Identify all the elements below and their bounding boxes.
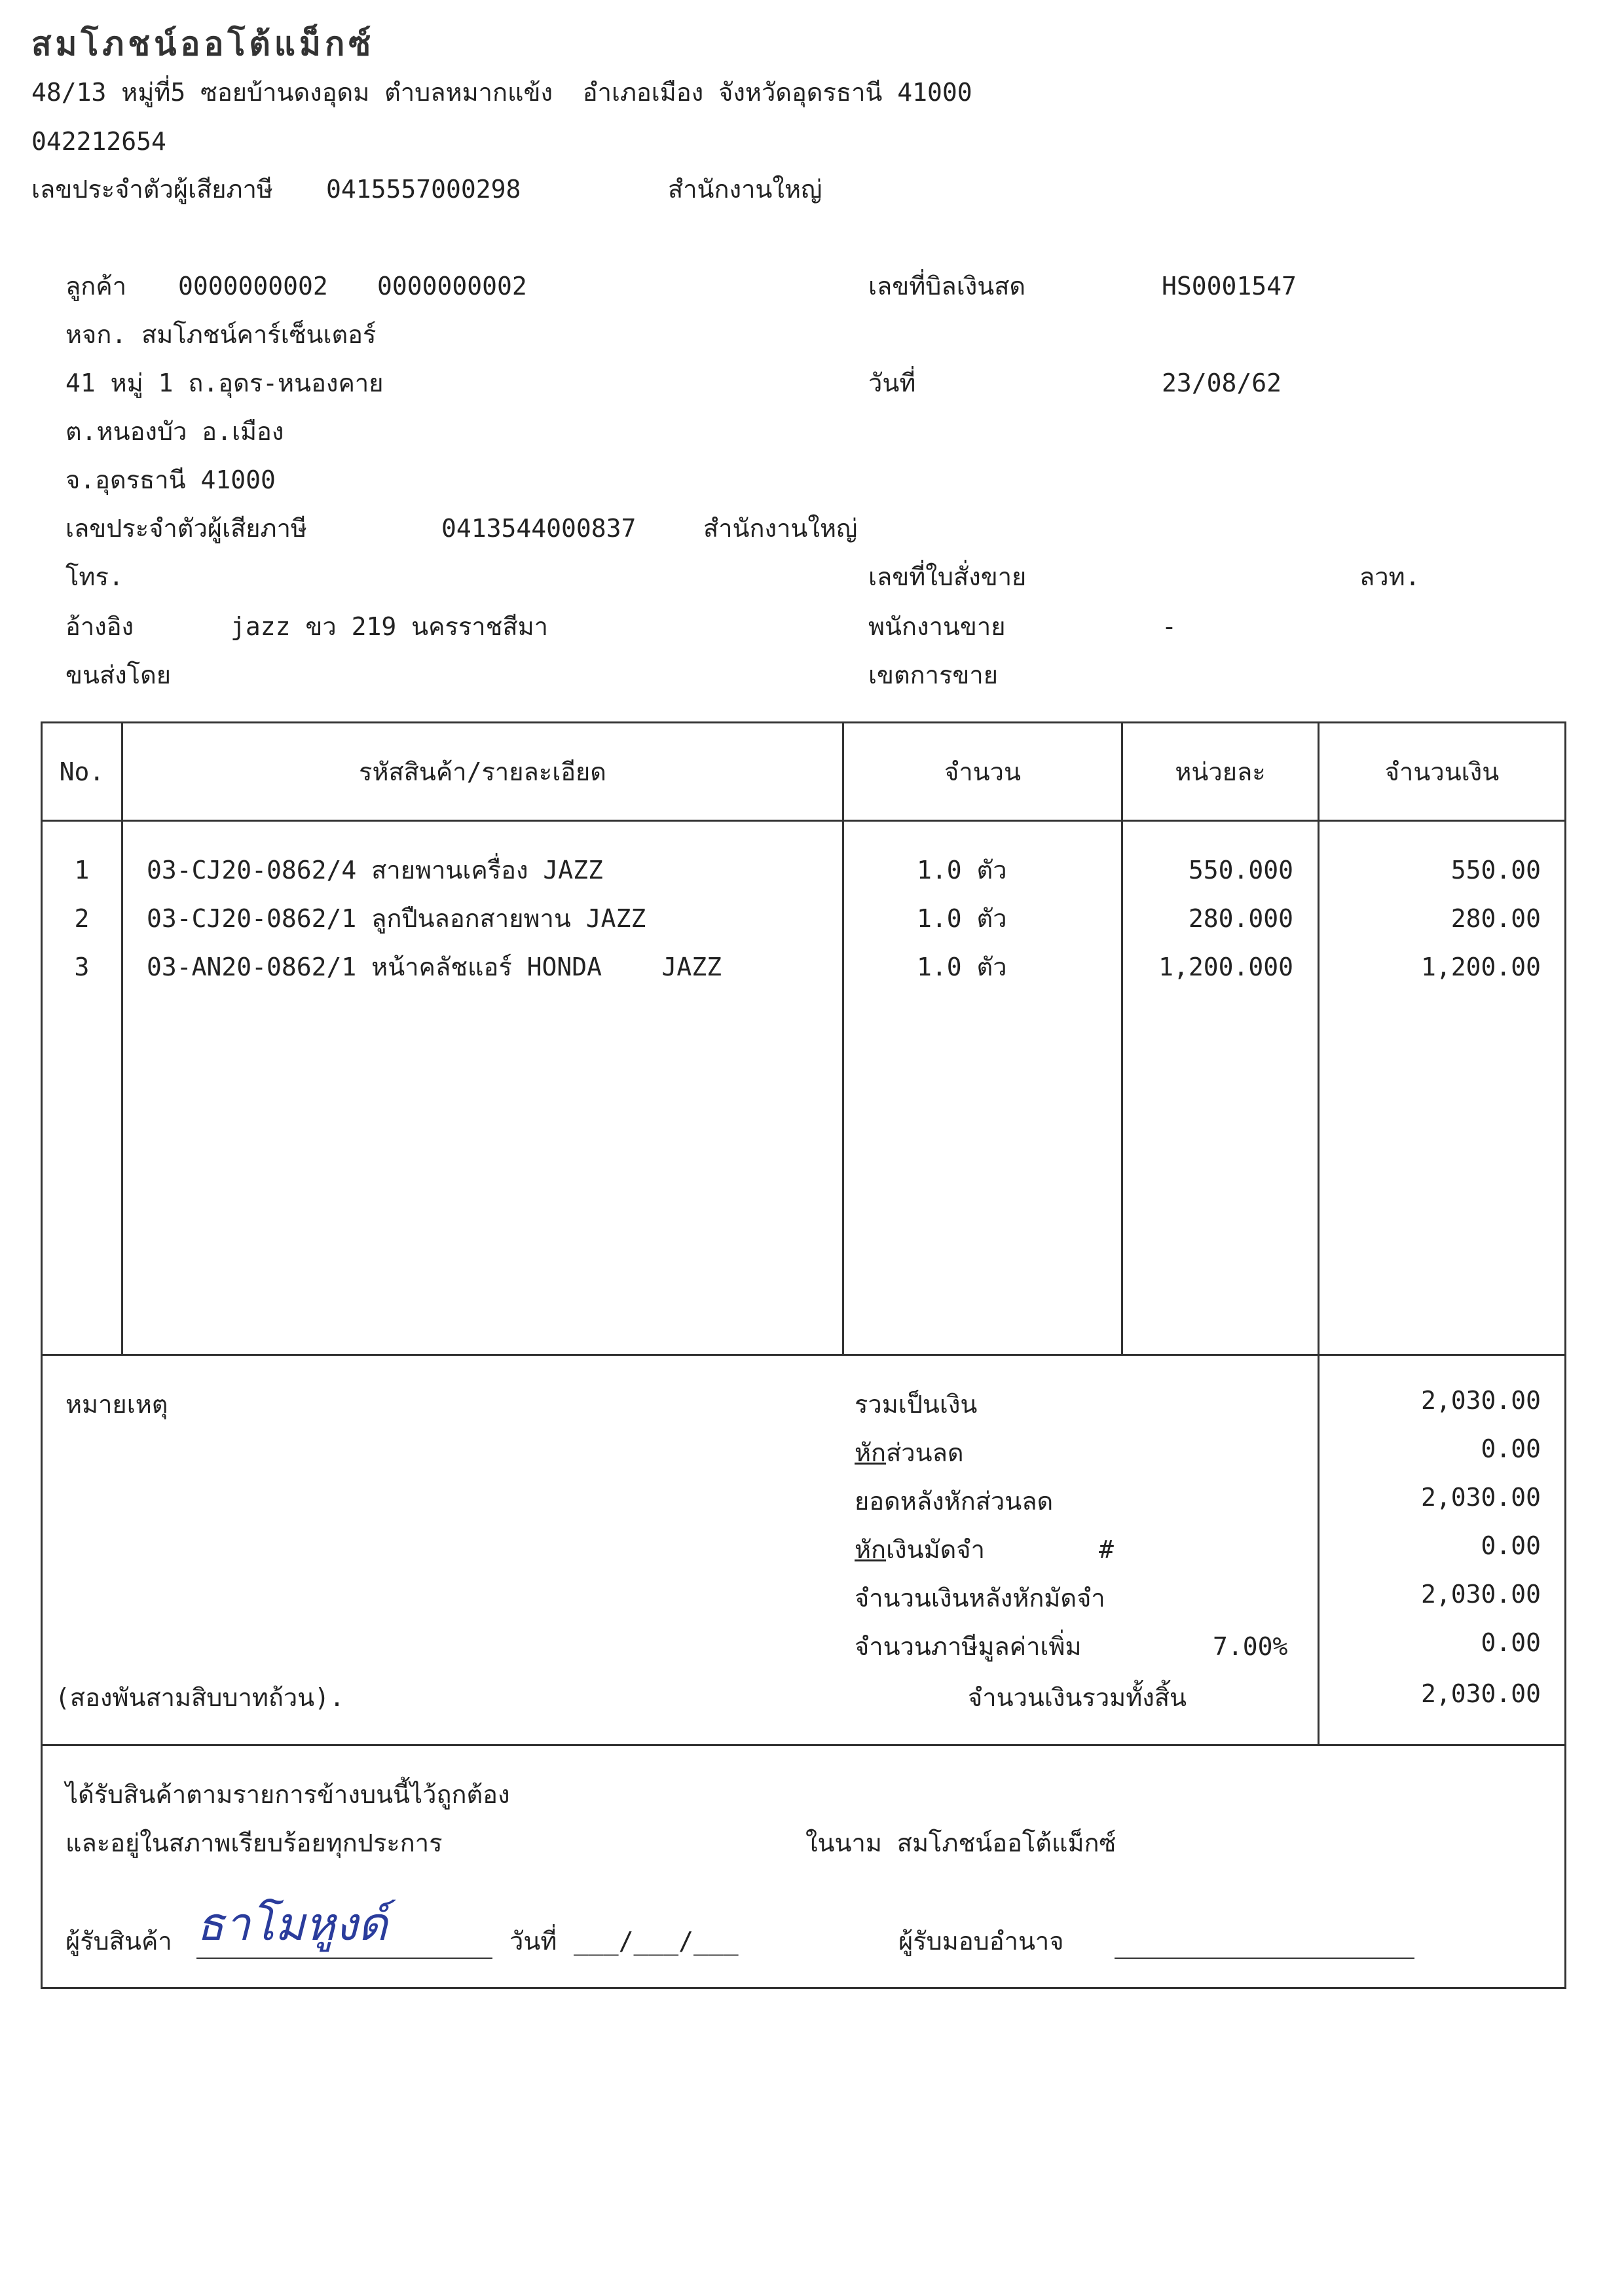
reference-value: jazz ขว 219 นครราชสีมา	[231, 612, 549, 641]
deposit-value: 0.00	[1481, 1531, 1541, 1560]
bill-number: HS0001547	[1162, 272, 1297, 301]
receive-date-blank: ___/___/___	[574, 1927, 739, 1956]
summary-bottom-border	[41, 1744, 1566, 1746]
discount-label-prefix: หัก	[855, 1438, 887, 1467]
row-2-quantity: 1.0 ตัว	[917, 904, 1007, 933]
bill-date-label: วันที่	[868, 369, 916, 397]
col-divider-desc	[842, 721, 844, 1354]
reference-label: อ้างอิง	[65, 612, 134, 641]
row-3-quantity: 1.0 ตัว	[917, 953, 1007, 981]
customer-address-3: จ.อุดรธานี 41000	[65, 465, 276, 494]
bill-number-label: เลขที่บิลเงินสด	[868, 272, 1026, 301]
on-behalf-of: ในนาม สมโภชน์ออโต้แม็กซ์	[805, 1829, 1116, 1857]
seller-branch: สำนักงานใหญ่	[668, 175, 822, 204]
sales-area-label: เขตการขาย	[868, 661, 998, 689]
row-2-no: 2	[74, 904, 90, 933]
seller-tax-id: 0415557000298	[326, 175, 521, 204]
seller-phone: 042212654	[31, 127, 166, 156]
after-deposit-value: 2,030.00	[1420, 1580, 1541, 1609]
customer-name: หจก. สมโภชน์คาร์เซ็นเตอร์	[65, 320, 377, 349]
table-top-border	[41, 721, 1566, 723]
shipping-label: ขนส่งโดย	[65, 661, 172, 689]
authorized-label: ผู้รับมอบอำนาจ	[898, 1927, 1064, 1956]
customer-code-2: 0000000002	[377, 272, 527, 301]
amount-in-words: (สองพันสามสิบบาทถ้วน).	[55, 1683, 344, 1712]
table-header-border	[41, 820, 1566, 822]
row-1-unit-price: 550.000	[1188, 856, 1293, 884]
after-discount-label: ยอดหลังหักส่วนลด	[855, 1487, 1054, 1516]
salesperson-value: -	[1162, 612, 1177, 641]
sales-order-label: เลขที่ใบสั่งขาย	[868, 562, 1027, 591]
row-2-unit-price: 280.000	[1188, 904, 1293, 933]
footer-bottom-border	[41, 1987, 1566, 1989]
row-2-description: 03-CJ20-0862/1 ลูกปืนลอกสายพาน JAZZ	[147, 904, 646, 933]
row-3-amount: 1,200.00	[1420, 953, 1541, 981]
row-3-no: 3	[74, 953, 90, 981]
after-deposit-label: จำนวนเงินหลังหักมัดจำ	[855, 1584, 1105, 1613]
customer-tax-id: 0413544000837	[441, 514, 637, 543]
deposit-mark: #	[1099, 1535, 1114, 1564]
receiver-signature: ธาโมหูงด์	[196, 1897, 388, 1951]
customer-address-1: 41 หมู่ 1 ถ.อุดร-หนองคาย	[65, 369, 384, 397]
received-statement-2: และอยู่ในสภาพเรียบร้อยทุกประการ	[65, 1829, 443, 1857]
col-divider-no	[121, 721, 123, 1354]
deposit-label-text: เงินมัดจำ	[886, 1535, 985, 1564]
table-body-bottom-border	[41, 1354, 1566, 1356]
header-description: รหัสสินค้า/รายละเอียด	[359, 757, 606, 786]
discount-value: 0.00	[1481, 1434, 1541, 1463]
customer-phone-label: โทร.	[65, 562, 124, 591]
col-divider-qty	[1121, 721, 1123, 1354]
subtotal-value: 2,030.00	[1420, 1386, 1541, 1415]
receiver-label: ผู้รับสินค้า	[65, 1927, 172, 1956]
vat-rate: 7.00%	[1213, 1632, 1288, 1661]
seller-tax-label: เลขประจำตัวผู้เสียภาษี	[31, 175, 273, 204]
header-amount: จำนวนเงิน	[1384, 757, 1500, 786]
subtotal-label: รวมเป็นเงิน	[855, 1390, 978, 1419]
receive-date-label: วันที่	[509, 1927, 557, 1956]
header-quantity: จำนวน	[944, 757, 1021, 786]
customer-label: ลูกค้า	[65, 272, 127, 301]
row-1-quantity: 1.0 ตัว	[917, 856, 1007, 884]
row-3-unit-price: 1,200.000	[1158, 953, 1293, 981]
sales-order-value: ลวท.	[1359, 562, 1420, 591]
discount-label	[855, 1440, 964, 1465]
vat-value: 0.00	[1481, 1628, 1541, 1657]
vat-label: จำนวนภาษีมูลค่าเพิ่ม	[855, 1632, 1082, 1661]
header-no: No.	[59, 757, 105, 786]
bill-date: 23/08/62	[1162, 369, 1282, 397]
customer-code-1: 0000000002	[178, 272, 328, 301]
grand-total-value: 2,030.00	[1420, 1679, 1541, 1708]
row-1-no: 1	[74, 856, 90, 884]
received-statement-1: ได้รับสินค้าตามรายการข้างบนนี้ไว้ถูกต้อง	[65, 1780, 510, 1809]
row-3-description: 03-AN20-0862/1 หน้าคลัชแอร์ HONDA JAZZ	[147, 953, 722, 981]
deposit-label	[855, 1537, 985, 1562]
salesperson-label: พนักงานขาย	[868, 612, 1006, 641]
customer-tax-label: เลขประจำตัวผู้เสียภาษี	[65, 514, 307, 543]
row-1-amount: 550.00	[1450, 856, 1541, 884]
authorized-signature-line	[1115, 1958, 1414, 1959]
customer-branch: สำนักงานใหญ่	[703, 514, 858, 543]
discount-label-text: ส่วนลด	[886, 1438, 964, 1467]
receiver-signature-line	[196, 1958, 492, 1959]
row-2-amount: 280.00	[1450, 904, 1541, 933]
after-discount-value: 2,030.00	[1420, 1483, 1541, 1512]
header-unit-price: หน่วยละ	[1175, 757, 1266, 786]
remark-label: หมายเหตุ	[65, 1390, 168, 1419]
row-1-description: 03-CJ20-0862/4 สายพานเครื่อง JAZZ	[147, 856, 603, 884]
seller-address: 48/13 หมู่ที่5 ซอยบ้านดงอุดม ตำบลหมากแข้ง อำเภอเมือง จังหวัดอุดรธานี 41000	[31, 78, 972, 107]
grand-total-label: จำนวนเงินรวมทั้งสิ้น	[968, 1683, 1187, 1712]
customer-address-2: ต.หนองบัว อ.เมือง	[65, 417, 284, 446]
seller-name: สมโภชน์ออโต้แม็กซ์	[31, 24, 375, 63]
frame-right-border	[1564, 721, 1566, 1989]
deposit-label-prefix: หัก	[855, 1535, 887, 1564]
